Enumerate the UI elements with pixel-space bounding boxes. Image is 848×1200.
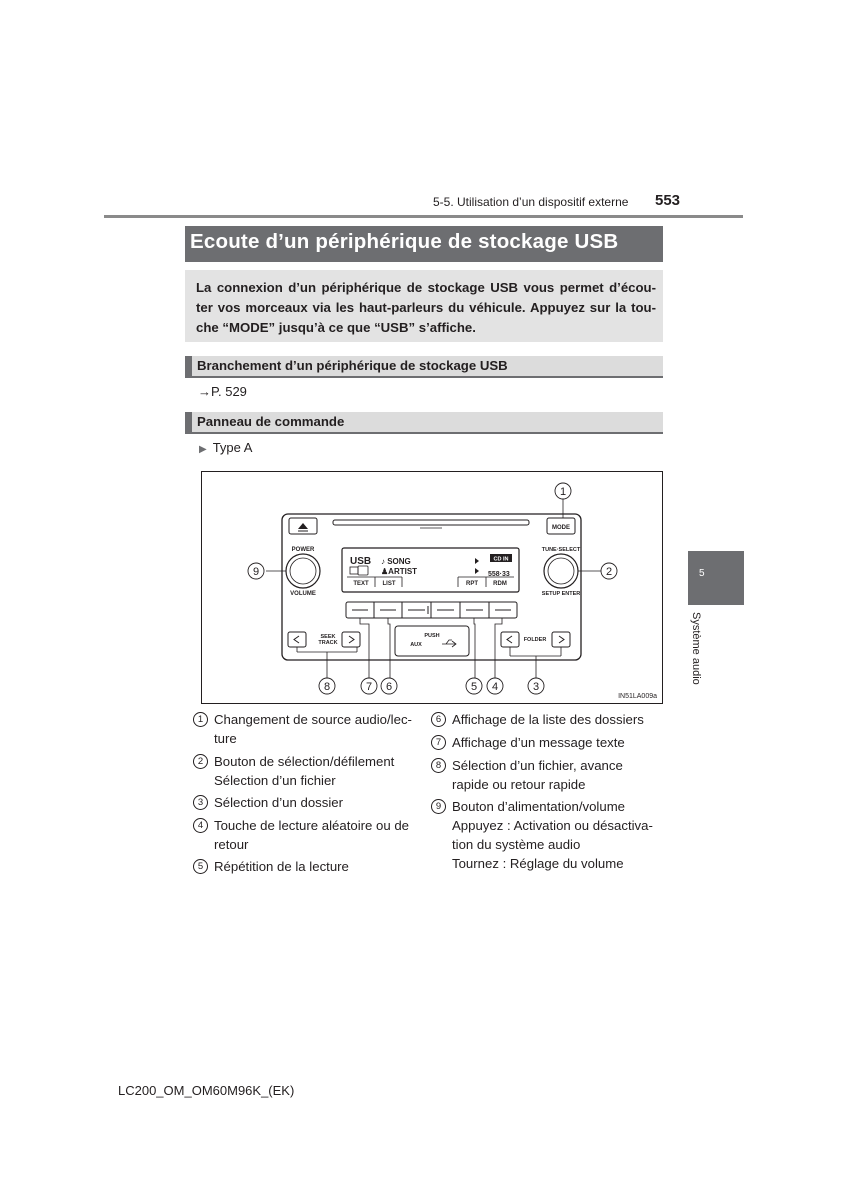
item-number: 3 [193, 795, 208, 810]
intro-paragraph: La connexion d’un périphérique de stockage USB vous permet d’écou-ter vos morceaux via les haut-parleurs du véhicule. Appuyez sur la tou-che “MODE” jusqu’à ce que “USB” s’affiche. [196, 280, 656, 335]
callout-2-label: 2 [605, 566, 613, 578]
subheading-bar [185, 412, 192, 434]
section-path: 5-5. Utilisation d’un dispositif externe [433, 195, 629, 209]
aux-label: AUX [410, 642, 422, 648]
item-number: 4 [193, 818, 208, 833]
folder-forward-button [552, 632, 570, 647]
callout-9-label: 9 [252, 566, 260, 578]
subheading-usb-connection [185, 356, 663, 378]
item-text [452, 756, 658, 794]
footer-code: LC200_OM_OM60M96K_(EK) [118, 1083, 295, 1098]
folder-label: FOLDER [523, 637, 547, 643]
item-text [452, 710, 661, 729]
push-label: PUSH [424, 633, 440, 639]
item-line: tion du système audio [452, 837, 581, 852]
item-line: Sélection d’un fichier [214, 773, 336, 788]
callout-1-label: 1 [559, 486, 567, 498]
usb-aux-cover [395, 626, 469, 656]
callout-3-label: 3 [532, 681, 540, 693]
softkey-rdm: RDM [493, 581, 507, 587]
triangle-bullet-icon: ▶ [199, 444, 207, 455]
tune-select-label: TUNE·SELECT [541, 547, 581, 553]
softkey-list: LIST [382, 581, 396, 587]
control-panel-figure [201, 471, 663, 704]
intro-text [196, 278, 656, 338]
cd-slot [333, 520, 529, 525]
item-number: 5 [193, 859, 208, 874]
display-song: ♪ SONG [381, 557, 411, 566]
item-line: Changement de source audio/lec- [214, 712, 412, 727]
track-label: TRACK [318, 640, 338, 646]
item-text [452, 797, 661, 873]
item-number: 7 [431, 735, 446, 750]
folder-back-button [501, 632, 519, 647]
subheading-control-panel [185, 412, 663, 434]
item-text [214, 710, 421, 748]
display-artist: ♟ARTIST [381, 567, 418, 576]
softkey-text: TEXT [353, 581, 369, 587]
item-line: rapide ou retour rapide [452, 777, 586, 792]
usb-icon [442, 640, 456, 647]
seek-forward-button [342, 632, 360, 647]
seek-back-button [288, 632, 306, 647]
item-line: Bouton d’alimentation/volume [452, 799, 626, 814]
chapter-tab [688, 551, 744, 605]
subheading-text: Branchement d’un périphérique de stockage USB [197, 358, 508, 373]
power-label: POWER [291, 547, 315, 553]
control-panel-illustration [202, 472, 664, 705]
usb-device-icon [358, 566, 368, 575]
item-line: Sélection d’un dossier [214, 795, 344, 810]
item-line: Tournez : Réglage du volume [452, 856, 624, 871]
callout-6-label: 6 [385, 681, 393, 693]
mode-label: MODE [552, 525, 570, 531]
seek-label: SEEK [320, 634, 336, 640]
item-line: Affichage de la liste des dossiers [452, 712, 644, 727]
callout-4-label: 4 [491, 681, 499, 693]
item-number: 9 [431, 799, 446, 814]
chapter-number: 5 [699, 568, 705, 579]
power-volume-knob [286, 554, 320, 588]
item-text [452, 733, 661, 752]
figure-code: IN51LA009a [618, 693, 657, 700]
tune-select-knob [544, 554, 578, 588]
header-rule [104, 215, 743, 218]
item-line: Appuyez : Activation ou désactiva- [452, 818, 653, 833]
display-time: 558·33 [488, 571, 510, 578]
chapter-title: Système audio [690, 612, 702, 685]
item-number: 6 [431, 712, 446, 727]
callout-8-label: 8 [323, 681, 331, 693]
callout-5-label: 5 [470, 681, 478, 693]
item-text [214, 816, 421, 854]
item-line: ture [214, 731, 237, 746]
item-number: 1 [193, 712, 208, 727]
display-source: USB [350, 556, 372, 567]
item-text [214, 752, 421, 790]
subheading-text: Panneau de commande [197, 414, 345, 429]
cd-in-badge-text: CD IN [493, 556, 509, 563]
page-reference-link[interactable]: →P. 529 [198, 384, 247, 399]
page-title: Ecoute d’un périphérique de stockage USB [190, 230, 619, 253]
item-number: 2 [193, 754, 208, 769]
item-line: Répétition de la lecture [214, 859, 349, 874]
eject-icon [298, 523, 308, 529]
item-line: retour [214, 837, 249, 852]
item-line: Sélection d’un fichier, avance [452, 758, 623, 773]
item-text [214, 857, 421, 876]
page-number: 553 [655, 192, 681, 209]
item-line: Touche de lecture aléatoire ou de [214, 818, 410, 833]
subheading-bar [185, 356, 192, 378]
item-number: 8 [431, 758, 446, 773]
type-label [199, 440, 252, 455]
type-label-text: Type A [212, 440, 253, 455]
volume-label: VOLUME [290, 591, 316, 597]
callout-7-label: 7 [365, 681, 373, 693]
setup-enter-label: SETUP ENTER [541, 591, 581, 597]
item-line: Affichage d’un message texte [452, 735, 625, 750]
item-text [214, 793, 421, 812]
item-line: Bouton de sélection/défilement [214, 754, 395, 769]
softkey-rpt: RPT [466, 581, 478, 587]
